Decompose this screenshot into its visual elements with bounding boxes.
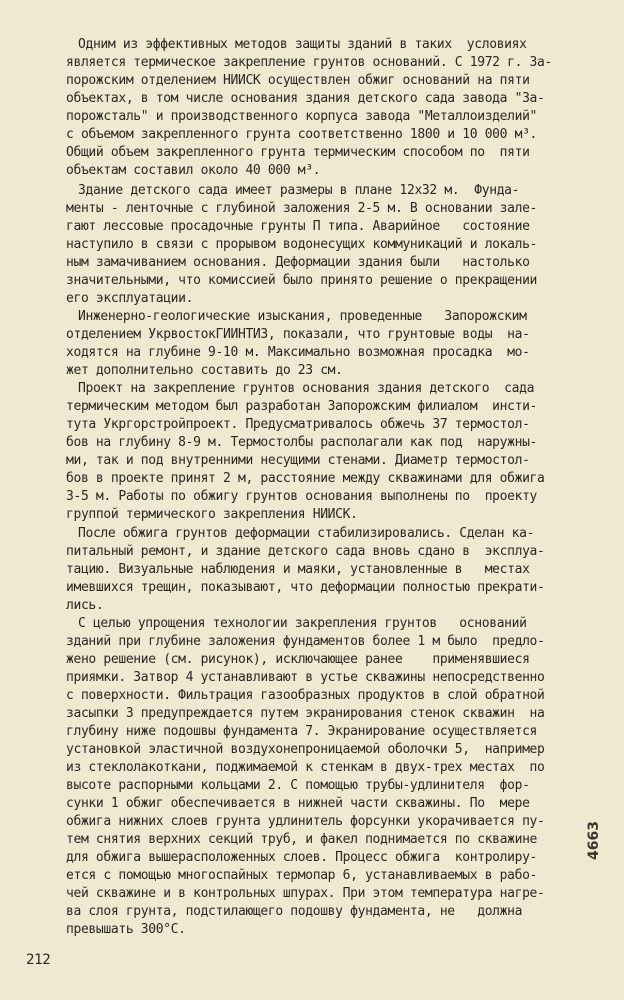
- paragraph-3: [66, 308, 574, 380]
- paragraph-5: [66, 525, 574, 615]
- text-line: объектах, в том числе основания здания детского сада завода "За-: [66, 91, 545, 106]
- text-line: глубину ниже подошвы фундамента 7. Экранирование осуществляется: [66, 724, 538, 739]
- text-line: наступило в связи с прорывом водонесущих коммуникаций и локаль-: [66, 237, 538, 252]
- text-line: После обжига грунтов деформации стабилизировались. Сделан ка-: [78, 526, 535, 541]
- text-line: ходятся на глубине 9-10 м. Максимально возможная просадка мо-: [66, 345, 530, 360]
- text-line: Общий объем закрепленного грунта термическим способом по пяти: [66, 145, 530, 160]
- text-line: жено решение (см. рисунок), исключающее ранее применявшиеся: [66, 652, 530, 667]
- text-line: бов на глубину 8-9 м. Термостолбы располагали как под наружны-: [66, 435, 538, 450]
- text-line: бов в проекте принят 2 м, расстояние между скважинами для обжига: [66, 471, 545, 486]
- text-line: с объемом закрепленного грунта соответственно 1800 и 10 000 м³.: [66, 127, 538, 142]
- text-line: зданий при глубине заложения фундаментов более 1 м было предло-: [66, 634, 545, 649]
- text-line: гают лессовые просадочные грунты П типа. Аварийное состояние: [66, 219, 530, 234]
- text-line: установкой эластичной воздухонепроницаемой оболочки 5, например: [66, 742, 545, 757]
- side-mark: 4663: [586, 821, 602, 860]
- text-line: чей скважине и в контрольных шпурах. При этом температура нагре-: [66, 886, 545, 901]
- text-line: засыпки 3 предупреждается путем экранирования стенок скважин на: [66, 706, 545, 721]
- text-line: Здание детского сада имеет размеры в плане 12x32 м. Фунда-: [78, 183, 520, 198]
- text-line: сунки 1 обжиг обеспечивается в нижней части скважины. По мере: [66, 796, 530, 811]
- text-line: ным замачиванием основания. Деформации здания были настолько: [66, 255, 530, 270]
- text-line: для обжига вышерасположенных слоев. Процесс обжига контролиру-: [66, 850, 538, 865]
- text-line: Одним из эффективных методов защиты зданий в таких условиях: [78, 37, 527, 52]
- text-line: жет дополнительно составить до 23 см.: [66, 363, 343, 378]
- text-line: лись.: [66, 598, 104, 613]
- text-line: с поверхности. Фильтрация газообразных продуктов в слой обратной: [66, 688, 545, 703]
- text-line: ва слоя грунта, подстилающего подошву фундамента, не должна: [66, 904, 523, 919]
- text-line: Инженерно-геологические изыскания, проведенные Запорожским: [78, 309, 527, 324]
- text-line: имевшихся трещин, показывают, что деформации полностью прекрати-: [66, 580, 545, 595]
- paragraph-2: [66, 182, 574, 308]
- text-line: порожским отделением НИИСК осуществлен обжиг оснований на пяти: [66, 73, 530, 88]
- text-line: отделением УкрвостокГИИНТИЗ, показали, что грунтовые воды на-: [66, 327, 530, 342]
- text-line: питальный ремонт, и здание детского сада вновь сдано в эксплуа-: [66, 544, 545, 559]
- text-line: 3-5 м. Работы по обжигу грунтов основания выполнены по проекту: [66, 489, 538, 504]
- text-line: превышать 300°С.: [66, 922, 186, 937]
- text-line: группой термического закрепления НИИСК.: [66, 507, 358, 522]
- paragraph-1: [66, 36, 574, 180]
- page-number: 212: [26, 952, 51, 968]
- text-line: значительными, что комиссией было принято решение о прекращении: [66, 273, 538, 288]
- text-line: обжига нижних слоев грунта удлинитель форсунки укорачивается пу-: [66, 814, 545, 829]
- text-line: тацию. Визуальные наблюдения и маяки, установленные в местах: [66, 562, 530, 577]
- text-line: менты - ленточные с глубиной заложения 2-5 м. В основании зале-: [66, 201, 538, 216]
- text-line: приямки. Затвор 4 устанавливают в устье скважины непосредственно: [66, 670, 545, 685]
- text-line: высоте распорными кольцами 2. С помощью трубы-удлинителя фор-: [66, 778, 530, 793]
- text-line: его эксплуатации.: [66, 291, 194, 306]
- text-line: С целью упрощения технологии закрепления грунтов оснований: [78, 616, 527, 631]
- text-line: объектам составил около 40 000 м³.: [66, 163, 321, 178]
- text-line: из стеклолакоткани, поджимаемой к стенкам в двух-трех местах по: [66, 760, 545, 775]
- text-line: тута Укргорстройпроект. Предусматривалось обжечь 37 термостол-: [66, 417, 530, 432]
- text-line: Проект на закрепление грунтов основания здания детского сада: [78, 381, 535, 396]
- paragraph-4: [66, 380, 574, 524]
- text-line: термическим методом был разработан Запорожским филиалом инсти-: [66, 399, 538, 414]
- paragraph-6: [66, 615, 574, 939]
- text-line: является термическое закрепление грунтов оснований. С 1972 г. За-: [66, 55, 552, 70]
- text-line: порожсталь" и производственного корпуса завода "Металлоизделий": [66, 109, 538, 124]
- text-line: ется с помощью многоспайных термопар 6, устанавливаемых в рабо-: [66, 868, 538, 883]
- text-line: тем снятия верхних секций труб, и факел поднимается по скважине: [66, 832, 538, 847]
- text-line: ми, так и под внутренними несущими стенами. Диаметр термостол-: [66, 453, 530, 468]
